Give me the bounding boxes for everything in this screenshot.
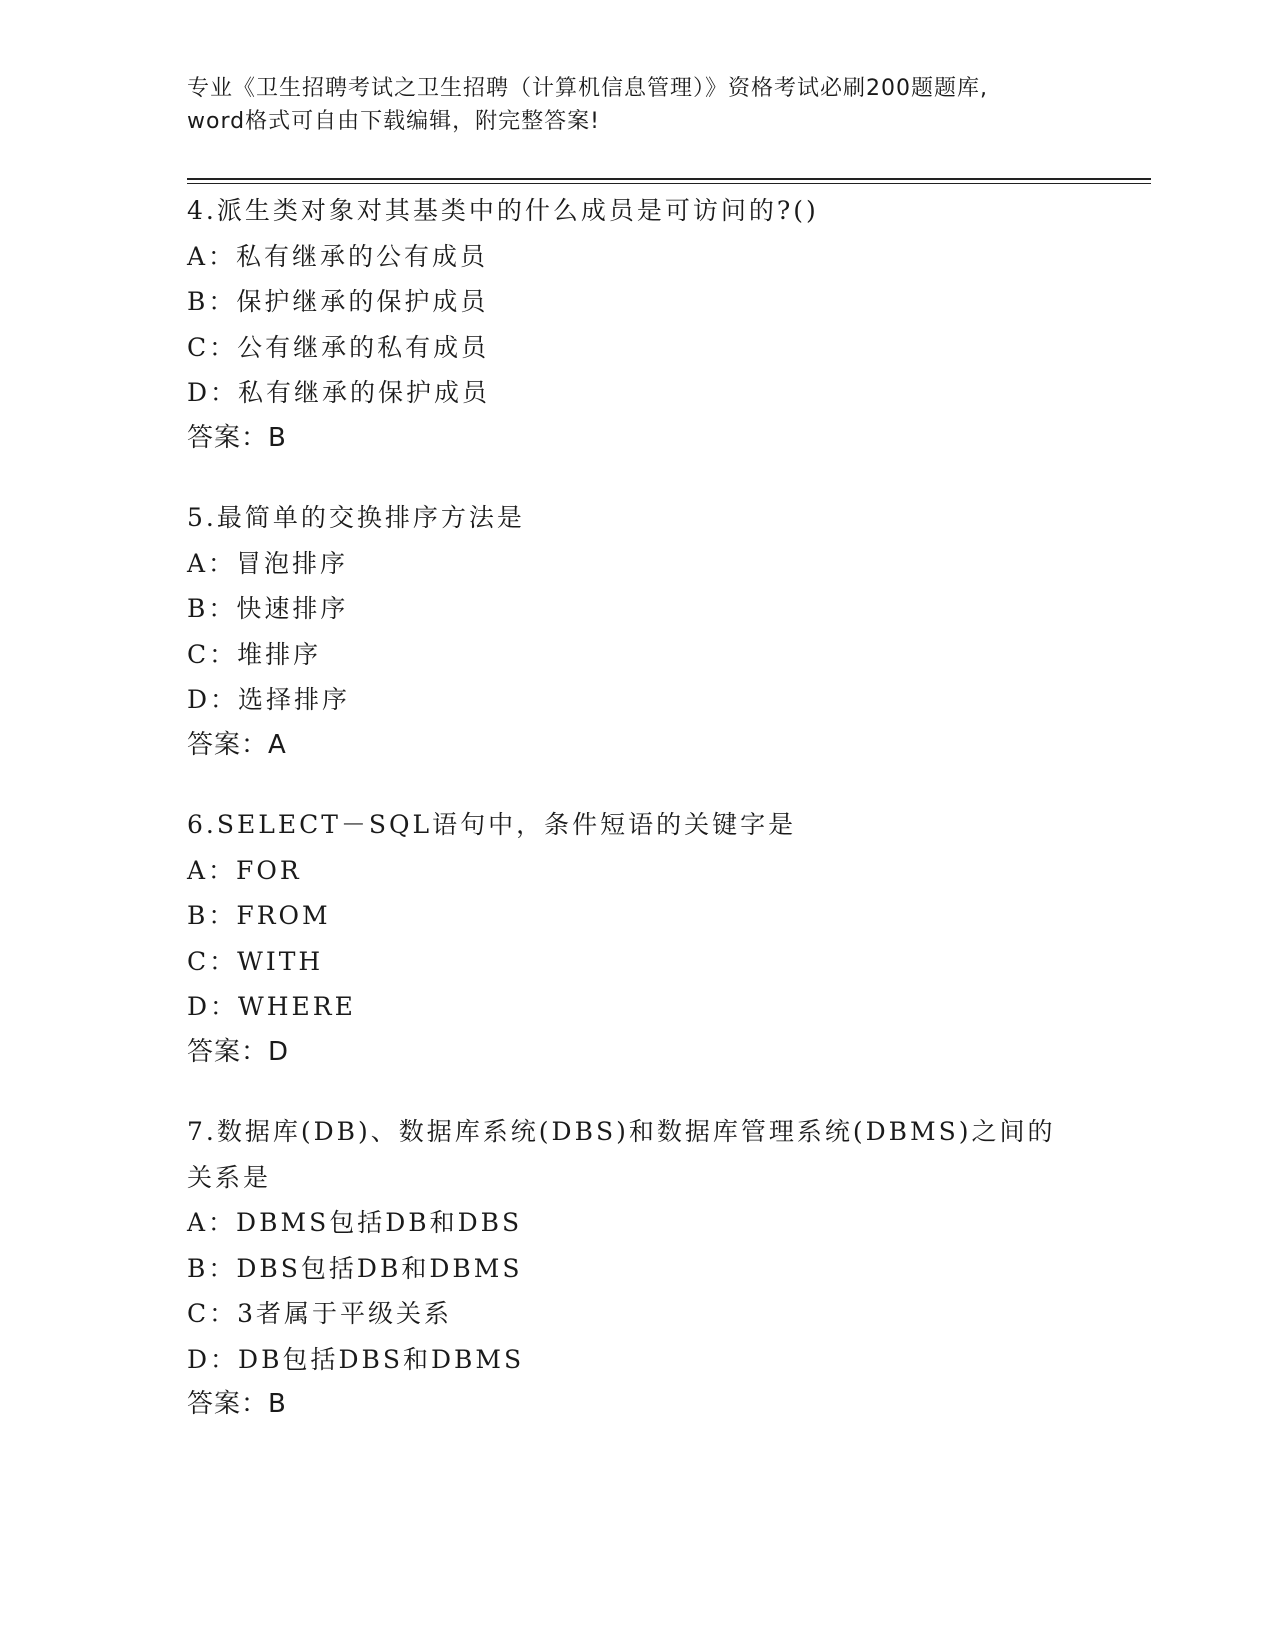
question-stem: 4.派生类对象对其基类中的什么成员是可访问的?() (187, 196, 819, 225)
option-c: C：公有继承的私有成员 (187, 332, 490, 362)
option-c: C：WITH (187, 946, 324, 976)
option-b: B：DBS包括DB和DBMS (187, 1253, 523, 1283)
question-5 (187, 495, 1087, 768)
question-list (187, 188, 1087, 1462)
question-4 (187, 188, 1087, 461)
option-b: B：快速排序 (187, 594, 349, 623)
option-a: A：冒泡排序 (187, 548, 349, 578)
option-a: A：FOR (187, 855, 302, 885)
answer-line: 答案：D (187, 1036, 290, 1067)
answer-line: 答案：B (187, 422, 287, 453)
option-d: D：私有继承的保护成员 (187, 378, 491, 407)
header-rule-thin (187, 183, 1151, 184)
option-d: D：WHERE (187, 992, 356, 1021)
option-b: B：保护继承的保护成员 (187, 287, 489, 316)
question-7 (187, 1109, 1087, 1428)
question-stem: 7.数据库(DB)、数据库系统(DBS)和数据库管理系统(DBMS)之间的关系是 (187, 1117, 1056, 1192)
option-d: D：选择排序 (187, 685, 351, 714)
answer-line: 答案：A (187, 729, 287, 760)
option-c: C：堆排序 (187, 639, 322, 669)
option-d: D：DB包括DBS和DBMS (187, 1344, 525, 1374)
option-a: A：DBMS包括DB和DBS (187, 1208, 523, 1237)
question-stem: 5.最简单的交换排序方法是 (187, 503, 525, 532)
header-line-1: 专业《卫生招聘考试之卫生招聘（计算机信息管理）》资格考试必刷200题题库, (187, 76, 988, 101)
option-b: B：FROM (187, 901, 331, 930)
header-rule-thick (187, 178, 1151, 180)
question-stem: 6.SELECT－SQL语句中，条件短语的关键字是 (187, 810, 797, 839)
option-c: C：3者属于平级关系 (187, 1299, 453, 1328)
question-6 (187, 802, 1087, 1075)
answer-line: 答案：B (187, 1389, 287, 1419)
document-header (187, 72, 1087, 138)
option-a: A：私有继承的公有成员 (187, 241, 489, 271)
header-line-2: word格式可自由下载编辑，附完整答案! (187, 109, 600, 134)
